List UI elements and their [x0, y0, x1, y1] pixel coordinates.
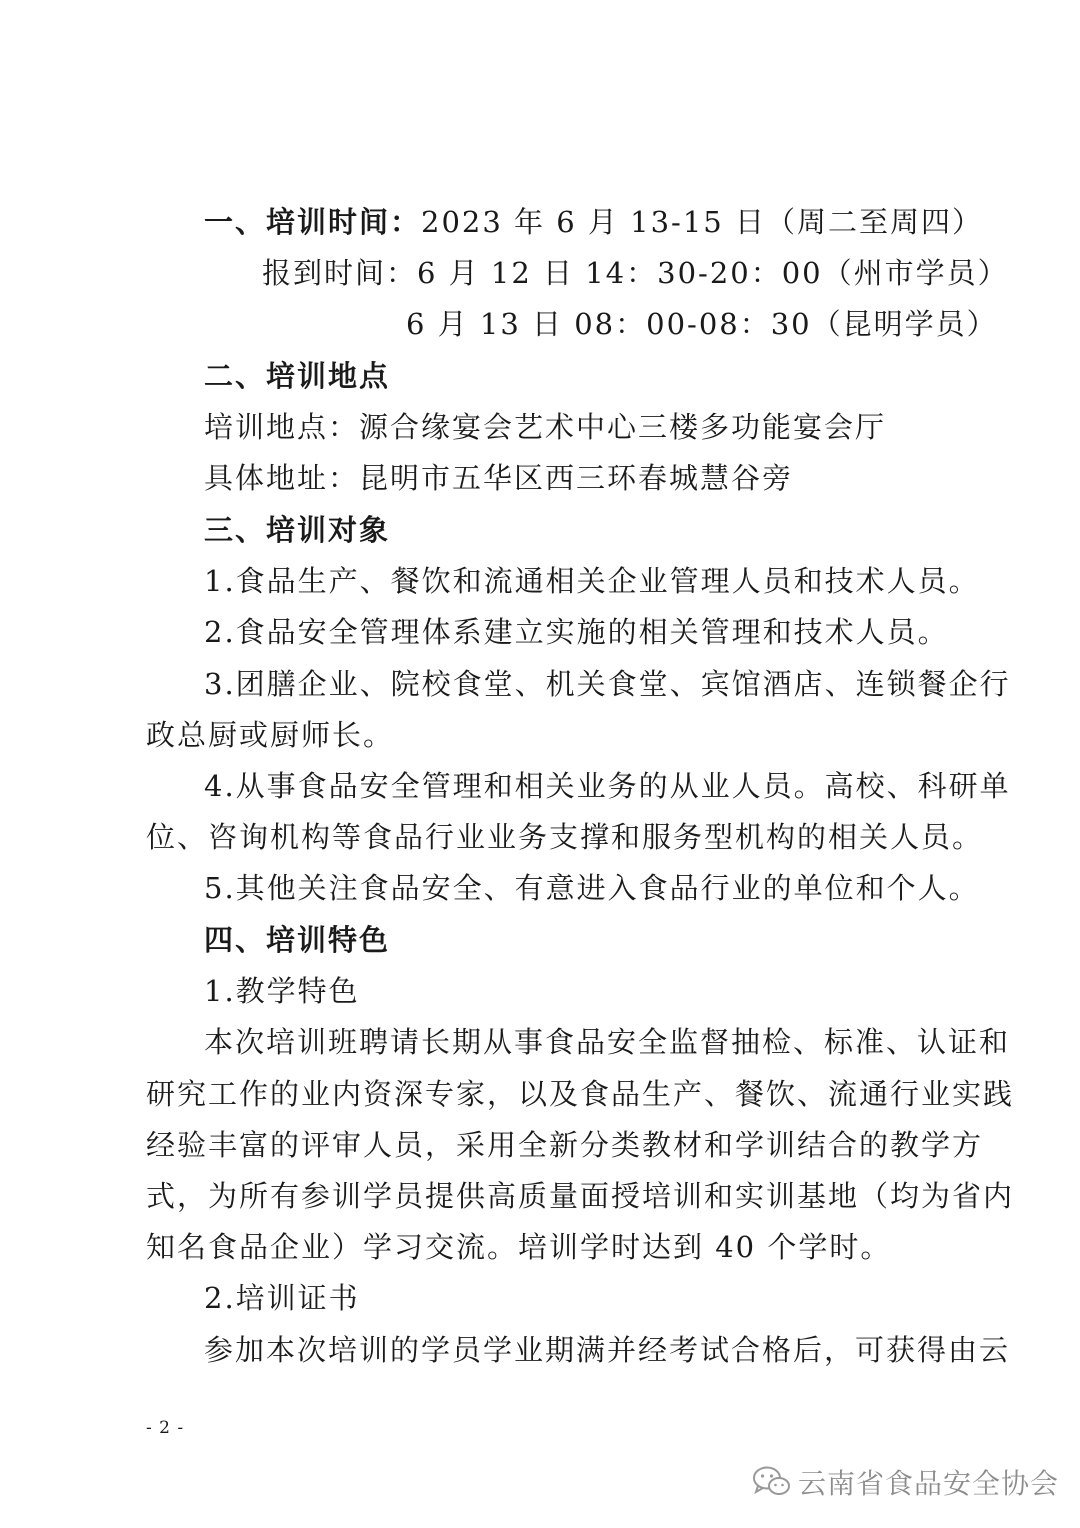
paragraph-line: 研究工作的业内资深专家，以及食品生产、餐饮、流通行业实践	[146, 1077, 1015, 1111]
wechat-icon	[752, 1465, 792, 1499]
paragraph-line: 式，为所有参训学员提供高质量面授培训和实训基地（均为省内	[146, 1179, 1015, 1213]
page-number: - 2 -	[146, 1418, 185, 1438]
venue-address: 具体地址：昆明市五华区西三环春城慧谷旁	[204, 461, 794, 495]
training-dates: 2023 年 6 月 13-15 日（周二至周四）	[421, 205, 983, 239]
training-venue: 培训地点：源合缘宴会艺术中心三楼多功能宴会厅	[204, 410, 887, 444]
section-heading: 二、培训地点	[204, 359, 391, 393]
check-in-time: 报到时间：6 月 12 日 14：30-20：00（州市学员）	[262, 256, 1009, 290]
subsection-heading: 2.培训证书	[204, 1281, 360, 1315]
list-item-continuation: 政总厨或厨师长。	[146, 718, 395, 752]
section-heading: 三、培训对象	[204, 513, 391, 547]
list-item: 1.食品生产、餐饮和流通相关企业管理人员和技术人员。	[204, 564, 980, 598]
paragraph-line: 经验丰富的评审人员，采用全新分类教材和学训结合的教学方	[146, 1128, 984, 1162]
check-in-time-kunming: 6 月 13 日 08：00-08：30（昆明学员）	[406, 307, 998, 341]
paragraph-line: 知名食品企业）学习交流。培训学时达到 40 个学时。	[146, 1230, 892, 1264]
list-item: 5.其他关注食品安全、有意进入食品行业的单位和个人。	[204, 871, 980, 905]
section-heading: 一、培训时间：	[204, 205, 422, 239]
list-item-continuation: 位、咨询机构等食品行业业务支撑和服务型机构的相关人员。	[146, 820, 984, 854]
list-item: 2.食品安全管理体系建立实施的相关管理和技术人员。	[204, 615, 949, 649]
wechat-watermark	[752, 1462, 1059, 1502]
section-training-time	[204, 204, 983, 240]
section-heading: 四、培训特色	[204, 923, 391, 957]
paragraph-line: 参加本次培训的学员学业期满并经考试合格后，可获得由云	[204, 1333, 1011, 1367]
subsection-heading: 1.教学特色	[204, 974, 360, 1008]
list-item: 4.从事食品安全管理和相关业务的从业人员。高校、科研单	[204, 769, 1011, 803]
list-item: 3.团膳企业、院校食堂、机关食堂、宾馆酒店、连锁餐企行	[204, 667, 1011, 701]
watermark-text: 云南省食品安全协会	[798, 1467, 1060, 1500]
paragraph-line: 本次培训班聘请长期从事食品安全监督抽检、标准、认证和	[204, 1025, 1011, 1059]
